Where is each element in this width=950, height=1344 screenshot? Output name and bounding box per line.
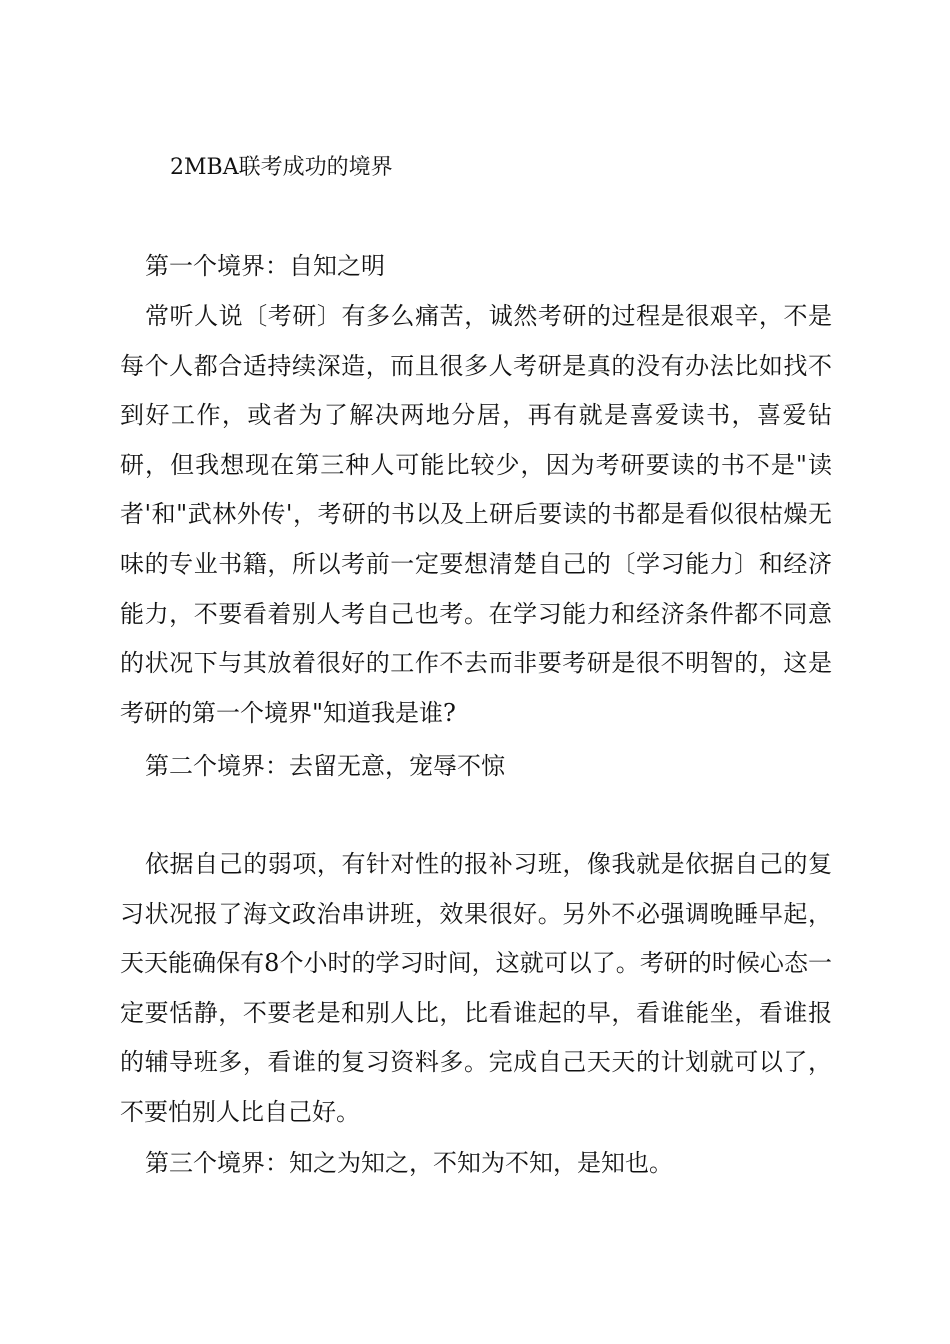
section-paragraph-2: 依据自己的弱项，有针对性的报补习班，像我就是依据自己的复习状况报了海文政治串讲班，效果很好。另外不必强调晚睡早起，天天能确保有8个小时的学习时间，这就可以了。考研的时候心态一定要恬静，不要老是和别人比，比看谁起的早，看谁能坐，看谁报的辅导班多，看谁的复习资料多。完成自己天天的计划就可以了，不要怕别人比自己好。 [120,850,832,1126]
section-paragraph-1: 常听人说〔考研〕有多么痛苦，诚然考研的过程是很艰辛，不是每个人都合适持续深造，而且很多人考研是真的没有办法比如找不到好工作，或者为了解决两地分居，再有就是喜爱读书，喜爱钻研，但我想现在第三种人可能比较少，因为考研要读的书不是"读者'和"武林外传'，考研的书以及上研后要读的书都是看似很枯燥无味的专业书籍，所以考前一定要想清楚自己的〔学习能力〕和经济能力，不要看着别人考自己也考。在学习能力和经济条件都不同意的状况下与其放着很好的工作不去而非要考研是很不明智的，这是考研的第一个境界"知道我是谁? [120,302,832,727]
section-heading-2: 第二个境界：去留无意，宠辱不惊 [145,752,505,780]
section-heading-1: 第一个境界：自知之明 [145,252,385,280]
document-title: 2MBA联考成功的境界 [170,155,393,180]
section-heading-3: 第三个境界：知之为知之，不知为不知，是知也。 [145,1149,673,1177]
